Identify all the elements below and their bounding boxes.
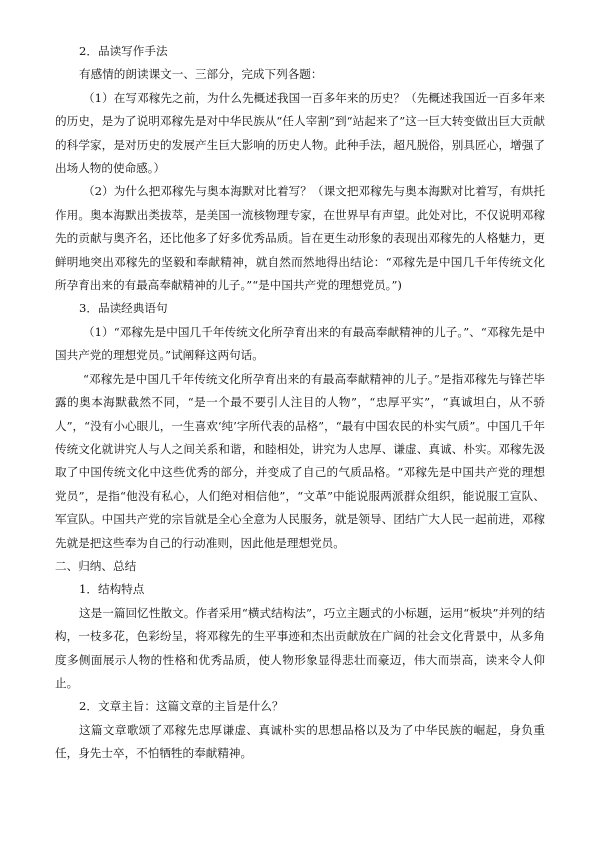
question-3-paragraph: （1）“邓稼先是中国几千年传统文化所孕育出来的有最高奉献精神的儿子。”、“邓稼先是中国共产党的理想党员。”试阐释这两句话。 <box>55 324 545 363</box>
heading-reading-technique: 2．品读写作手法 <box>79 44 168 58</box>
document-page <box>55 40 545 766</box>
question-2-paragraph: （2）为什么把邓稼先与奥本海默对比着写？（课文把邓稼先与奥本海默对比着写，有烘托作用。奥本海默出类拔萃，是美国一流核物理专家，在世界早有声望。此处对比，不仅说明邓稼先的贡献与奥齐名，还比他多了好多优秀品质。旨在更生动形象的表现出邓稼先的人格魅力，更鲜明地突出邓稼先的坚毅和奉献精神，就自然而然地得出结论：“邓稼先是中国几千年传统文化所孕育出来的有最高奉献精神的儿子。”“是中国共产党的理想党员。”) <box>55 184 545 293</box>
heading-structure: 1．结构特点 <box>79 582 145 597</box>
heading-theme: 2．文章主旨：这篇文章的主旨是什么？ <box>79 699 284 714</box>
heading-classic-sentences: 3．品读经典语句 <box>79 301 168 316</box>
question-1-paragraph: （1）在写邓稼先之前，为什么先概述我国一百多年来的历史？（先概述我国近一百多年来的历史，是为了说明邓稼先是对中华民族从“任人宰割”到“站起来了”这一巨大转变做出巨大贡献的科学家，是对历史的发展产生巨大影响的历史人物。此种手法，超凡脱俗，别具匠心，增强了出场人物的使命感。） <box>55 90 545 176</box>
theme-paragraph: 这篇文章歌颂了邓稼先忠厚谦虚、真诚朴实的思想品格以及为了中华民族的崛起，身负重任，身先士卒，不怕牺牲的奉献精神。 <box>55 722 545 761</box>
answer-3-paragraph: “邓稼先是中国几千年传统文化所孕育出来的有最高奉献精神的儿子。”是指邓稼先与锋芒毕露的奥本海默截然不同，“是一个最不要引人注目的人物”，“忠厚平实”，“真诚坦白，从不骄人”，“没有小心眼儿，一生喜欢‘纯’字所代表的品格”，“最有中国农民的朴实气质”。中国几千年传统文化就讲究人与人之间关系和谐，和睦相处，讲究为人忠厚、谦虚、真诚、朴实。邓稼先汲取了中国传统文化中这些优秀的部分，并变成了自己的气质品格。“邓稼先是中国共产党的理想党员”，是指“他没有私心，人们绝对相信他”，“文革”中能说服两派群众组织，能说服工宣队、军宣队。中国共产党的宗旨就是全心全意为人民服务，就是领导、团结广大人民一起前进，邓稼先就是把这些奉为自己的行动准则，因此他是理想党员。 <box>55 371 545 550</box>
section-summary-heading: 二、归纳、总结 <box>55 558 137 573</box>
structure-paragraph: 这是一篇回忆性散文。作者采用“横式结构法”，巧立主题式的小标题，运用“板块”并列的结构，一枝多花，色彩纷呈，将邓稼先的生平事迹和杰出贡献放在广阔的社会文化背景中，从多角度多侧面展示人物的性格和优秀品质，使人物形象显得悲壮而豪迈，伟大而崇高，读来令人仰止。 <box>55 605 545 690</box>
instruction-text: 有感情的朗读课文一、三部分，完成下列各题： <box>79 67 323 82</box>
